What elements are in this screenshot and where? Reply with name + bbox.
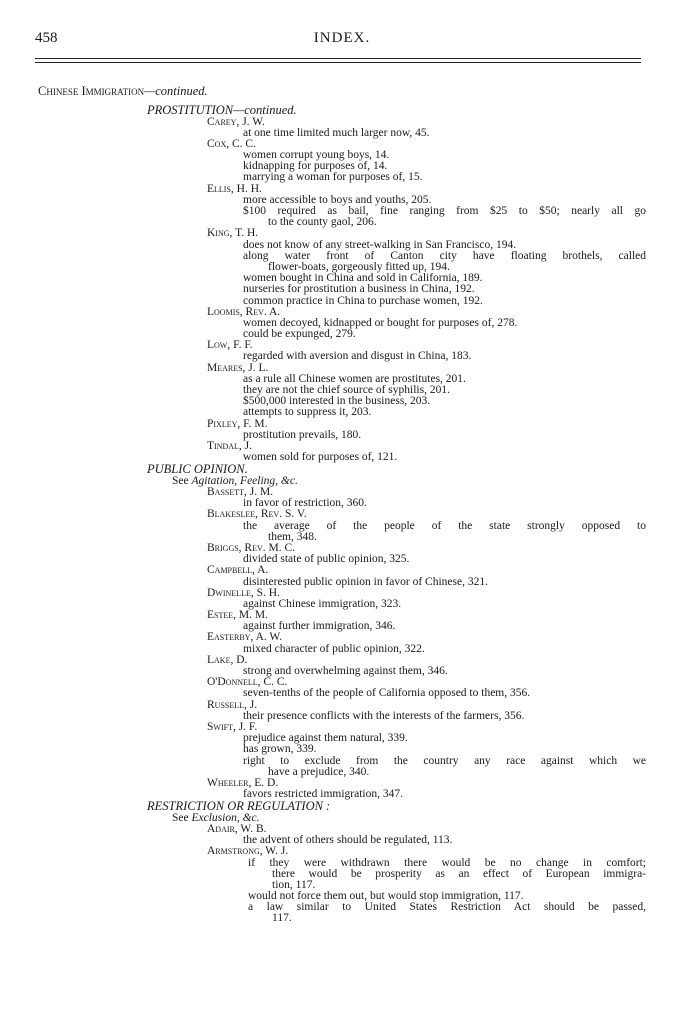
entry-text: See Exclusion, &c. [172, 811, 260, 824]
entry-text: women bought in China and sold in California, 189. [243, 272, 483, 285]
entry-text: at one time limited much larger now, 45. [243, 126, 430, 139]
entry-text: the average of the people of the state strongly opposed to [243, 519, 646, 532]
entry-text: Meares, J. L. [207, 361, 269, 374]
index-entry [0, 813, 684, 824]
entry-text: nurseries for prostitution a business in China, 192. [243, 283, 475, 296]
entry-text: the advent of others should be regulated, 113. [243, 834, 453, 847]
entry-text: against Chinese immigration, 323. [243, 597, 402, 610]
entry-text: $100 required as bail, fine ranging from $25 to $50; nearly all go [243, 205, 646, 217]
entry-text: Pixley, F. M. [207, 417, 268, 430]
entry-text: Cox, C. C. [207, 137, 256, 150]
entry-text: favors restricted immigration, 347. [243, 788, 404, 801]
entry-text: Carey, J. W. [207, 115, 265, 128]
topic-heading [38, 84, 208, 99]
entry-text: Ellis, H. H. [207, 182, 262, 195]
entry-text: along water front of Canton city have floating brothels, called [243, 249, 646, 262]
index-entry [0, 711, 684, 722]
index-entry [0, 869, 684, 880]
index-entry [0, 688, 684, 699]
index-entry [0, 756, 684, 767]
entry-text: to the county gaol, 206. [268, 216, 377, 229]
see-reference: Exclusion, &c. [191, 811, 260, 824]
entry-text: in favor of restriction, 360. [243, 497, 367, 510]
entry-text: marrying a woman for purposes of, 15. [243, 171, 423, 184]
entry-text: Briggs, Rev. M. C. [207, 541, 296, 554]
entry-text: as a rule all Chinese women are prostitutes, 201. [243, 372, 466, 385]
index-entry [0, 217, 684, 228]
entry-text: tion, 117. [272, 878, 316, 891]
entry-text: flower-boats, gorgeously fitted up, 194. [268, 260, 450, 273]
entry-text: attempts to suppress it, 203. [243, 406, 372, 419]
entry-text: prejudice against them natural, 339. [243, 732, 408, 745]
entry-text: Low, F. F. [207, 339, 253, 352]
index-entry [0, 577, 684, 588]
entry-text: Blakeslee, Rev. S. V. [207, 508, 307, 521]
entry-text: if they were withdrawn there would be no change in comfort; [248, 856, 646, 869]
index-entry [0, 128, 684, 139]
witness-name [0, 509, 684, 520]
entry-text: PUBLIC OPINION. [147, 462, 248, 477]
entry-text: King, T. H. [207, 227, 259, 240]
entry-text: prostitution prevails, 180. [243, 428, 362, 441]
section-heading [0, 463, 684, 476]
entry-text: Loomis, Rev. A. [207, 305, 281, 318]
entry-text: women decoyed, kidnapped or bought for purposes of, 278. [243, 316, 518, 329]
entry-text: women sold for purposes of, 121. [243, 451, 398, 464]
entry-text: PROSTITUTION—continued. [147, 103, 297, 117]
index-entry [0, 835, 684, 846]
entry-text: there would be prosperity as an effect of European immigra- [272, 867, 646, 880]
index-entry [0, 172, 684, 183]
entry-text: could be expunged, 279. [243, 328, 356, 341]
index-entry [0, 521, 684, 532]
index-entry [0, 913, 684, 924]
entry-text: O'Donnell, C. C. [207, 676, 288, 689]
witness-name [0, 117, 684, 128]
entry-text: common practice in China to purchase women, 192. [243, 294, 483, 307]
witness-name [0, 632, 684, 643]
entry-text: regarded with aversion and disgust in China, 183. [243, 350, 472, 363]
entry-text: against further immigration, 346. [243, 620, 396, 633]
index-entry [0, 733, 684, 744]
index-entry [0, 476, 684, 487]
see-reference: Agitation, Feeling, &c. [191, 474, 298, 487]
topic-label: Chinese Immigration [38, 84, 145, 98]
index-entry [0, 744, 684, 755]
entry-text: their presence conflicts with the interests of the farmers, 356. [243, 709, 525, 722]
index-entry [0, 599, 684, 610]
index-entries [0, 104, 684, 925]
index-entry [0, 666, 684, 677]
page-number: 458 [35, 30, 58, 46]
entry-text: have a prejudice, 340. [268, 765, 370, 778]
header-rule-bottom [35, 62, 641, 63]
entry-text: Russell, J. [207, 698, 258, 711]
witness-name [0, 565, 684, 576]
page-title: INDEX. [313, 30, 371, 46]
index-entry [0, 554, 684, 565]
entry-text: strong and overwhelming against them, 346. [243, 665, 448, 677]
witness-name [0, 846, 684, 857]
index-entry [0, 407, 684, 418]
entry-text: mixed character of public opinion, 322. [243, 642, 425, 655]
entry-text: $500,000 interested in the business, 203. [243, 395, 431, 408]
entry-text: Easterby, A. W. [207, 631, 283, 644]
entry-text: women corrupt young boys, 14. [243, 149, 390, 162]
index-entry [0, 767, 684, 778]
entry-text: Bassett, J. M. [207, 486, 274, 498]
entry-text: kidnapping for purposes of, 14. [243, 160, 388, 173]
entry-text: would not force them out, but would stop immigration, 117. [248, 890, 524, 903]
entry-text: has grown, 339. [243, 743, 317, 756]
entry-text: 117. [272, 912, 292, 925]
entry-text: Estee, M. M. [207, 609, 268, 622]
index-entry [0, 498, 684, 509]
entry-text: divided state of public opinion, 325. [243, 553, 410, 566]
entry-text: Wheeler, E. D. [207, 776, 279, 789]
index-entry [0, 902, 684, 913]
entry-text: Adair, W. B. [207, 822, 267, 835]
entry-text: a law similar to United States Restriction Act should be passed, [248, 901, 646, 914]
index-entry [0, 644, 684, 655]
section-heading [0, 800, 684, 813]
entry-text: more accessible to boys and youths, 205. [243, 193, 432, 206]
section-heading [0, 104, 684, 117]
page-header [0, 28, 684, 52]
index-entry [0, 532, 684, 543]
index-entry [0, 452, 684, 463]
entry-text: Swift, J. F. [207, 720, 258, 733]
index-entry [0, 621, 684, 632]
witness-name [0, 228, 684, 239]
entry-text: RESTRICTION OR REGULATION : [147, 799, 331, 814]
entry-text: does not know of any street-walking in San Francisco, 194. [243, 238, 517, 251]
entry-text: See Agitation, Feeling, &c. [172, 474, 298, 487]
index-entry [0, 858, 684, 869]
entry-text: Lake, D. [207, 653, 248, 666]
index-entry [0, 789, 684, 800]
entry-text: disinterested public opinion in favor of Chinese, 321. [243, 575, 488, 588]
entry-text: Armstrong, W. J. [207, 845, 289, 858]
topic-continued: —continued. [144, 84, 208, 98]
entry-text: Campbell, A. [207, 564, 269, 577]
index-entry [0, 296, 684, 307]
entry-text: Tindal, J. [207, 439, 253, 452]
index-entry [0, 284, 684, 295]
entry-text: them, 348. [268, 530, 317, 543]
index-entry [0, 351, 684, 362]
entry-text: seven-tenths of the people of California opposed to them, 356. [243, 687, 531, 700]
entry-text: right to exclude from the country any race against which we [243, 754, 646, 767]
entry-text: Dwinelle, S. H. [207, 586, 280, 599]
entry-text: they are not the chief source of syphilis, 201. [243, 384, 450, 396]
header-rule-top [35, 58, 641, 59]
index-entry [0, 329, 684, 340]
index-entry [0, 430, 684, 441]
